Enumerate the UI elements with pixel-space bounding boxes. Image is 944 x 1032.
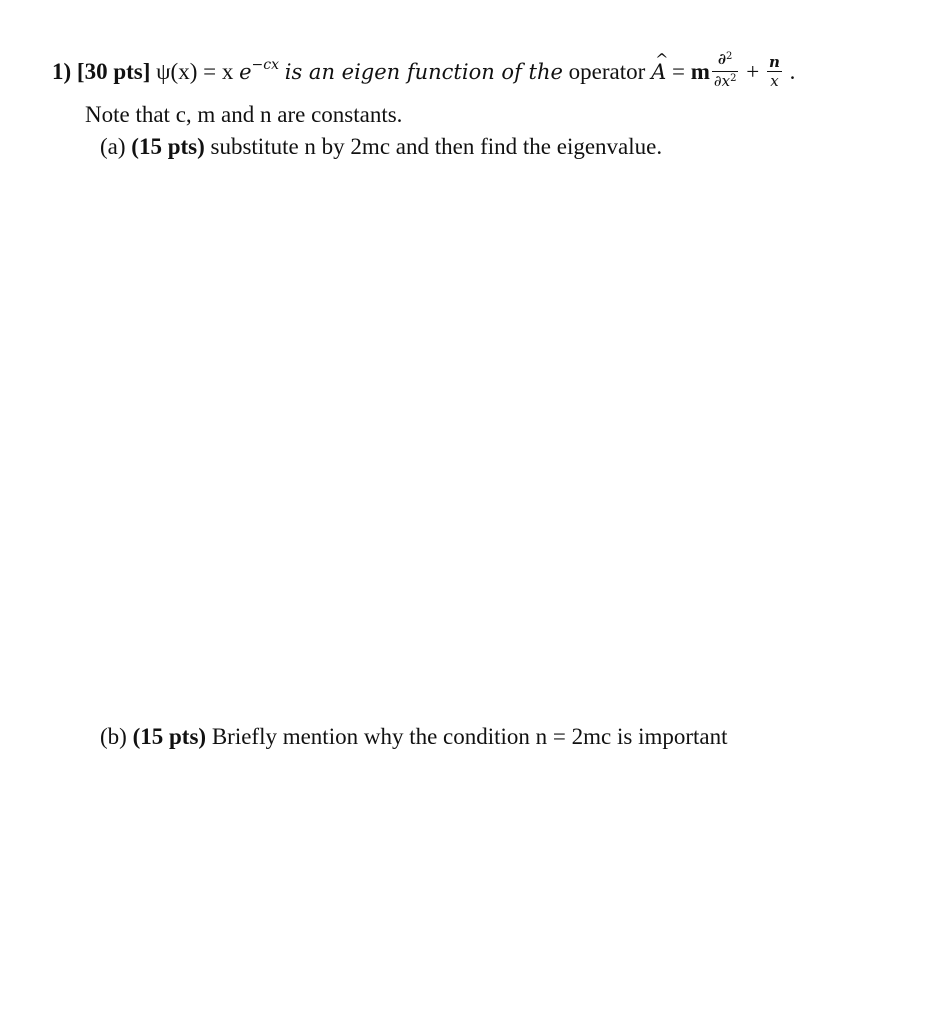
frac1-denominator: ∂x bbox=[713, 72, 731, 91]
frac1-numerator-sup: 2 bbox=[726, 51, 733, 63]
question-number: 1) bbox=[52, 59, 72, 84]
exp-base: e bbox=[239, 60, 252, 84]
plus-sign: + bbox=[746, 59, 760, 84]
psi-function: ψ(x) = x bbox=[156, 59, 234, 84]
part-a bbox=[100, 132, 662, 162]
part-a-text: substitute n by 2mc and then find the eigenvalue. bbox=[210, 134, 663, 159]
second-derivative-fraction bbox=[712, 51, 739, 92]
operator-word: operator bbox=[568, 59, 646, 84]
period: . bbox=[789, 59, 796, 84]
part-a-points: (15 pts) bbox=[131, 134, 205, 159]
exp-power: −cx bbox=[251, 57, 279, 73]
eigen-statement: is an eigen function of the bbox=[284, 60, 563, 84]
part-b-points: (15 pts) bbox=[132, 724, 207, 749]
m-coefficient: m bbox=[690, 59, 710, 84]
note-text: Note that c, m and n are constants. bbox=[85, 102, 403, 127]
operator-symbol: ^ A bbox=[651, 44, 666, 100]
part-b-text: Briefly mention why the condition n = 2mc is important bbox=[211, 724, 728, 749]
frac1-numerator: ∂ bbox=[717, 50, 726, 69]
n-over-x-fraction bbox=[767, 54, 782, 89]
part-b-label: (b) bbox=[100, 724, 127, 749]
part-a-label: (a) bbox=[100, 134, 126, 159]
equals-sign: = bbox=[671, 59, 685, 84]
question-points: [30 pts] bbox=[76, 59, 151, 84]
frac1-denominator-sup: 2 bbox=[730, 73, 737, 85]
part-b bbox=[100, 722, 728, 752]
frac2-numerator: n bbox=[768, 53, 780, 72]
frac2-denominator: x bbox=[770, 72, 779, 91]
question-line bbox=[52, 44, 795, 100]
